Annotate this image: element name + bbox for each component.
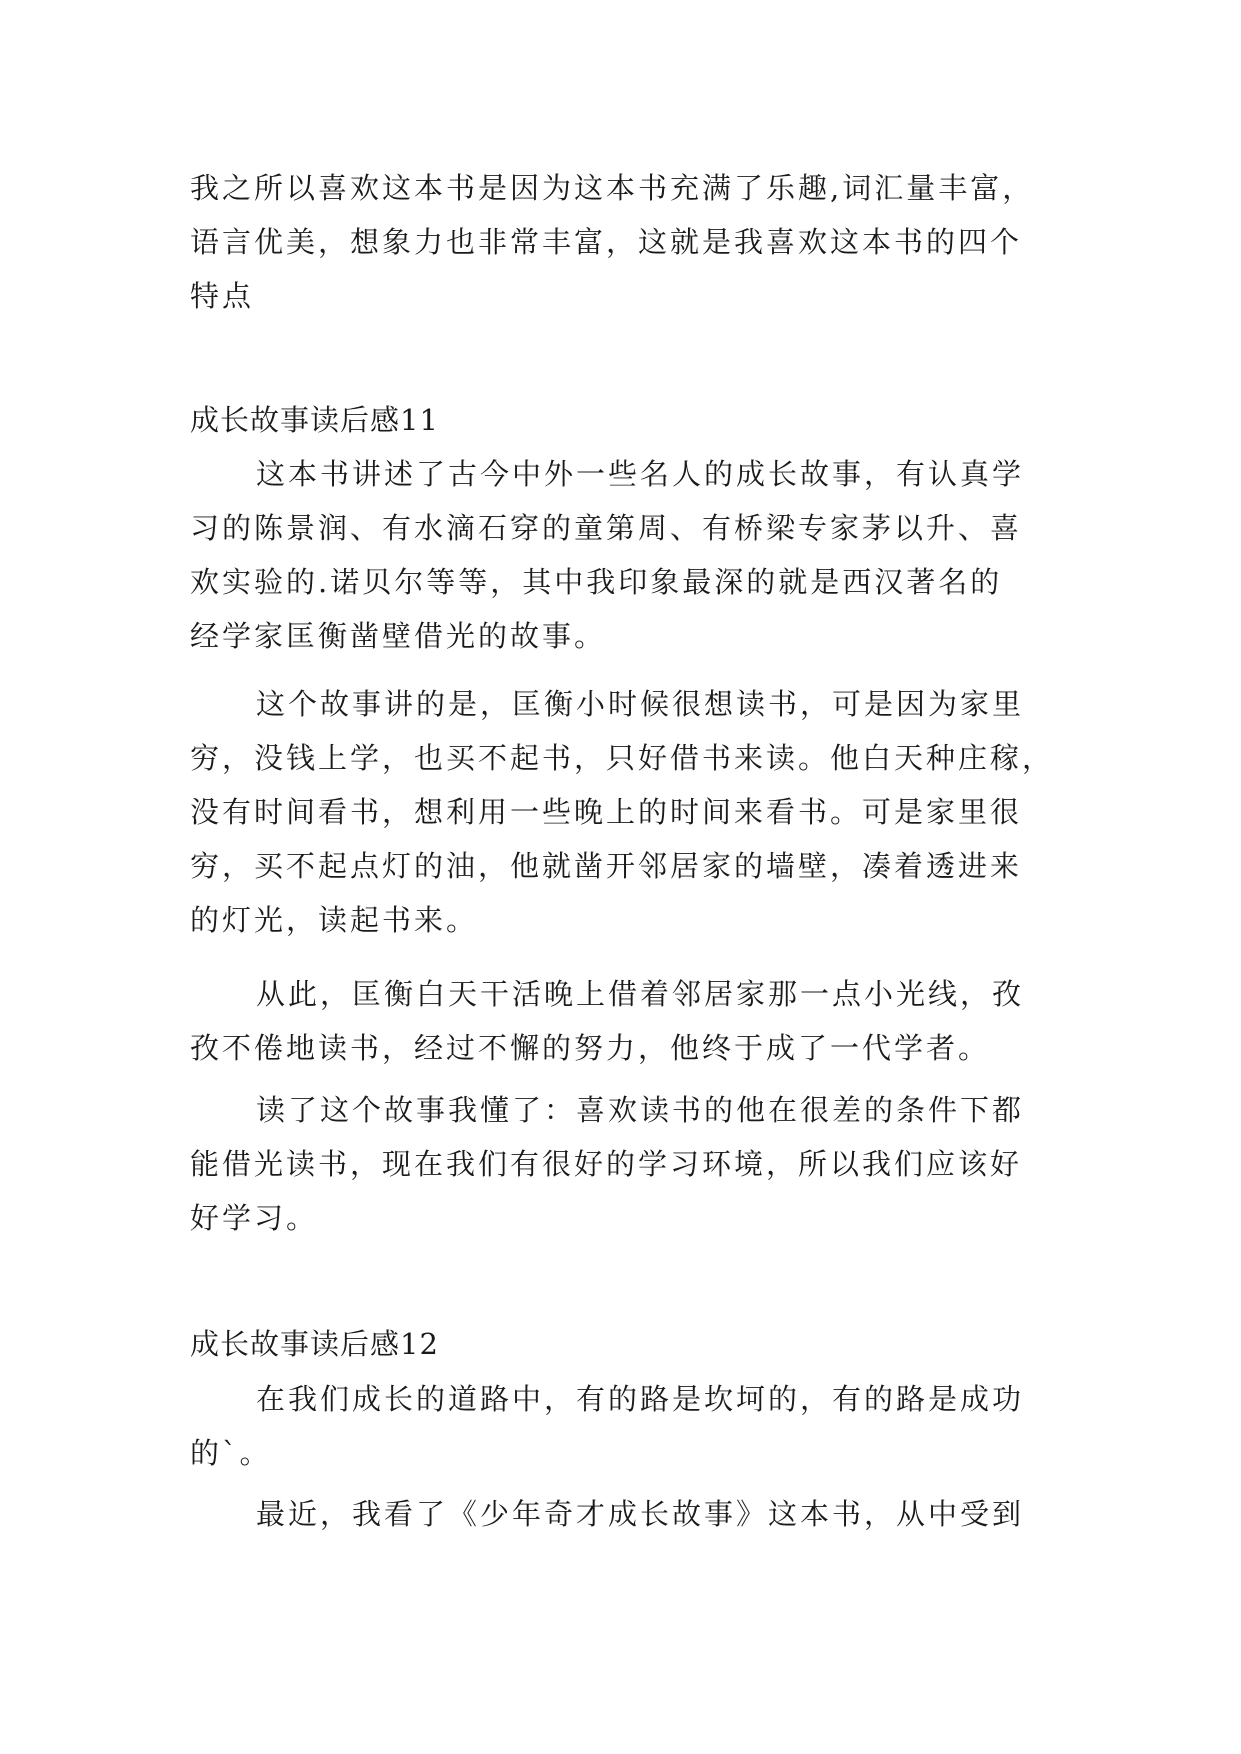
text-line: 的`。 bbox=[190, 1436, 272, 1470]
text-line: 经学家匡衡凿壁借光的故事。 bbox=[190, 619, 607, 653]
paragraph bbox=[190, 967, 1070, 1075]
text-line: 特点 bbox=[190, 279, 255, 313]
section-12 bbox=[190, 1317, 1070, 1371]
paragraph bbox=[190, 447, 1070, 663]
text-line: 能借光读书，现在我们有很好的学习环境，所以我们应该好 bbox=[190, 1147, 1023, 1181]
paragraph bbox=[190, 1487, 1070, 1541]
text-line: 孜不倦地读书，经过不懈的努力，他终于成了一代学者。 bbox=[190, 1031, 991, 1065]
text-line: 从此，匡衡白天干活晚上借着邻居家那一点小光线，孜 bbox=[256, 977, 1025, 1011]
section-heading: 成长故事读后感11 bbox=[190, 403, 439, 437]
paragraph bbox=[190, 677, 1070, 947]
text-line: 欢实验的.诺贝尔等等，其中我印象最深的就是西汉著名的 bbox=[190, 565, 1003, 599]
text-line: 穷，买不起点灯的油，他就凿开邻居家的墙壁，凑着透进来 bbox=[190, 849, 1023, 883]
paragraph bbox=[190, 1372, 1070, 1480]
intro-paragraph bbox=[190, 161, 1070, 323]
text-line: 没有时间看书，想利用一些晚上的时间来看书。可是家里很 bbox=[190, 795, 1023, 829]
text-line: 在我们成长的道路中，有的路是坎坷的，有的路是成功 bbox=[256, 1382, 1025, 1416]
text-line: 这本书讲述了古今中外一些名人的成长故事，有认真学 bbox=[256, 457, 1025, 491]
text-line: 穷，没钱上学，也买不起书，只好借书来读。他白天种庄稼， bbox=[190, 741, 1055, 775]
section-heading: 成长故事读后感12 bbox=[190, 1327, 439, 1361]
text-line: 这个故事讲的是，匡衡小时候很想读书，可是因为家里 bbox=[256, 687, 1025, 721]
text-line: 最近，我看了《少年奇才成长故事》这本书，从中受到 bbox=[256, 1497, 1025, 1531]
section-11 bbox=[190, 393, 1070, 447]
text-line: 我之所以喜欢这本书是因为这本书充满了乐趣,词汇量丰富， bbox=[190, 171, 1035, 205]
text-line: 语言优美，想象力也非常丰富，这就是我喜欢这本书的四个 bbox=[190, 225, 1023, 259]
text-line: 的灯光，读起书来。 bbox=[190, 903, 479, 937]
text-line: 好学习。 bbox=[190, 1201, 319, 1235]
text-line: 读了这个故事我懂了：喜欢读书的他在很差的条件下都 bbox=[256, 1093, 1025, 1127]
paragraph bbox=[190, 1083, 1070, 1245]
text-line: 习的陈景润、有水滴石穿的童第周、有桥梁专家茅以升、喜 bbox=[190, 511, 1023, 545]
